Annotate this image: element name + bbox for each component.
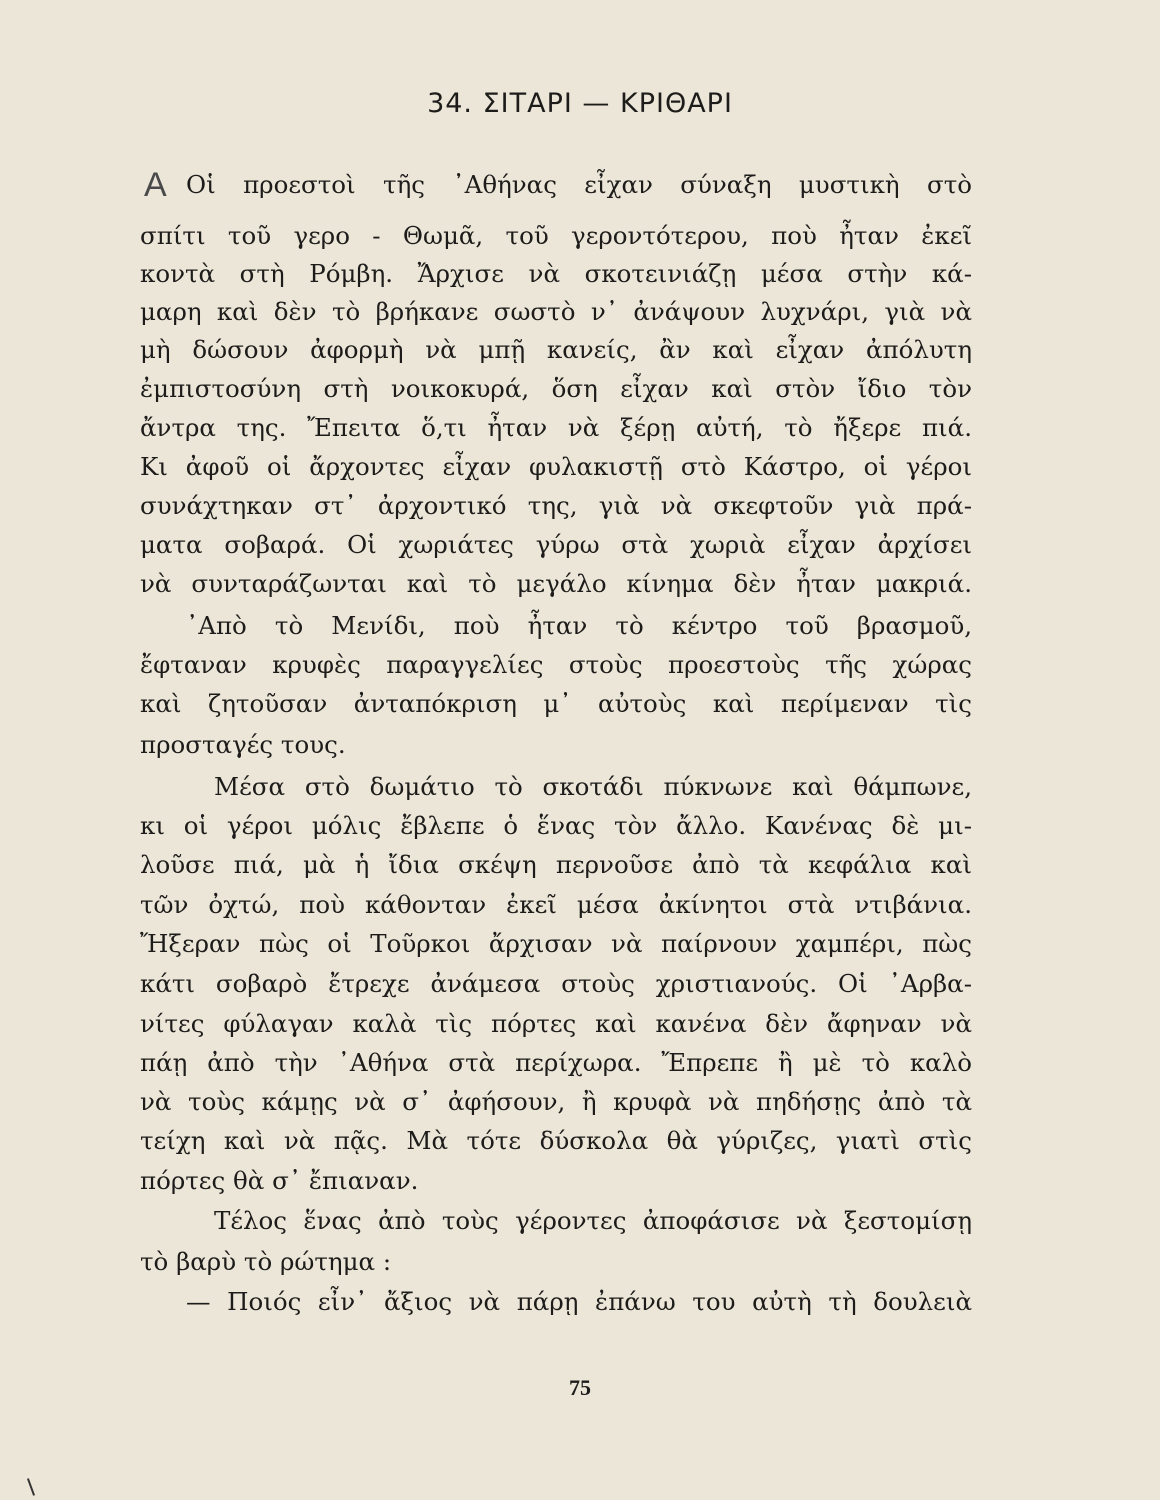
text-line-24: νὰ τοὺς κάμῃς νὰ σ᾿ ἀφήσουν, ἢ κρυφὰ νὰ πηδήσῃς ἀπὸ τὰ	[140, 1087, 972, 1116]
text-line-12: ᾿Απὸ τὸ Μενίδι, ποὺ ἦταν τὸ κέντρο τοῦ βρασμοῦ,	[186, 611, 972, 640]
text-line-17: κι οἱ γέροι μόλις ἔβλεπε ὁ ἕνας τὸν ἄλλο. Κανένας δὲ μι-	[140, 811, 972, 840]
text-line-15: προσταγές τους.	[140, 730, 346, 759]
text-line-1: Οἱ προεστοὶ τῆς ᾿Αθήνας εἶχαν σύναξη μυστικὴ στὸ	[186, 170, 972, 199]
margin-mark	[27, 1478, 35, 1496]
text-line-7: ἄντρα της. Ἔπειτα ὅ,τι ἦταν νὰ ξέρῃ αὐτή, τὸ ἤξερε πιά.	[140, 413, 972, 442]
text-line-2: σπίτι τοῦ γερο - Θωμᾶ, τοῦ γεροντότερου, ποὺ ἦταν ἐκεῖ	[140, 221, 972, 250]
text-line-13: ἔφταναν κρυφὲς παραγγελίες στοὺς προεστοὺς τῆς χώρας	[140, 650, 972, 679]
chapter-title: 34. ΣΙΤΑΡΙ — ΚΡΙΘΑΡΙ	[427, 88, 733, 119]
text-line-6: ἐμπιστοσύνη στὴ νοικοκυρά, ὅση εἶχαν καὶ στὸν ἴδιο τὸν	[140, 374, 972, 403]
text-line-16: Μέσα στὸ δωμάτιο τὸ σκοτάδι πύκνωνε καὶ θάμπωνε,	[214, 772, 972, 801]
text-line-27: Τέλος ἕνας ἀπὸ τοὺς γέροντες ἀποφάσισε νὰ ξεστομίσῃ	[214, 1206, 972, 1235]
text-line-26: πόρτες θὰ σ᾿ ἔπιαναν.	[140, 1166, 419, 1195]
text-line-19: τῶν ὀχτώ, ποὺ κάθονταν ἐκεῖ μέσα ἀκίνητοι στὰ ντιβάνια.	[140, 890, 972, 919]
text-line-9: συνάχτηκαν στ᾿ ἀρχοντικό της, γιὰ νὰ σκεφτοῦν γιὰ πρά-	[140, 491, 972, 520]
text-line-18: λοῦσε πιά, μὰ ἡ ἴδια σκέψη περνοῦσε ἀπὸ τὰ κεφάλια καὶ	[140, 850, 972, 879]
text-line-4: μαρη καὶ δὲν τὸ βρήκανε σωστὸ ν᾿ ἀνάψουν λυχνάρι, γιὰ νὰ	[140, 297, 972, 326]
text-line-3: κοντὰ στὴ Ρόμβη. Ἄρχισε νὰ σκοτεινιάζῃ μέσα στὴν κά-	[140, 259, 972, 288]
text-line-21: κάτι σοβαρὸ ἔτρεχε ἀνάμεσα στοὺς χριστιανούς. Οἱ ᾿Αρβα-	[140, 969, 972, 998]
text-line-28: τὸ βαρὺ τὸ ρώτημα :	[140, 1247, 392, 1276]
text-line-23: πάῃ ἀπὸ τὴν ᾿Αθήνα στὰ περίχωρα. Ἔπρεπε ἢ μὲ τὸ καλὸ	[140, 1048, 972, 1077]
text-line-25: τείχη καὶ νὰ πᾷς. Μὰ τότε δύσκολα θὰ γύριζες, γιατὶ στὶς	[140, 1126, 972, 1155]
page-number: 75	[569, 1375, 591, 1400]
text-line-14: καὶ ζητοῦσαν ἀνταπόκριση μ᾿ αὐτοὺς καὶ περίμεναν τὶς	[140, 689, 972, 718]
text-line-10: ματα σοβαρά. Οἱ χωριάτες γύρω στὰ χωριὰ εἶχαν ἀρχίσει	[140, 530, 972, 559]
text-line-8: Κι ἀφοῦ οἱ ἄρχοντες εἶχαν φυλακιστῇ στὸ Κάστρο, οἱ γέροι	[140, 452, 972, 481]
text-line-5: μὴ δώσουν ἀφορμὴ νὰ μπῇ κανείς, ἂν καὶ εἶχαν ἀπόλυτη	[140, 335, 972, 364]
text-line-22: νίτες φύλαγαν καλὰ τὶς πόρτες καὶ κανένα δὲν ἄφηναν νὰ	[140, 1009, 972, 1038]
text-line-20: Ἤξεραν πὼς οἱ Τοῦρκοι ἄρχισαν νὰ παίρνουν χαμπέρι, πὼς	[140, 929, 972, 958]
pencil-annotation-mark: A	[144, 166, 167, 204]
text-line-11: νὰ συνταράζωνται καὶ τὸ μεγάλο κίνημα δὲν ἦταν μακριά.	[140, 569, 972, 598]
text-line-29: — Ποιός εἶν᾿ ἄξιος νὰ πάρῃ ἐπάνω του αὐτὴ τὴ δουλειὰ	[186, 1287, 972, 1316]
